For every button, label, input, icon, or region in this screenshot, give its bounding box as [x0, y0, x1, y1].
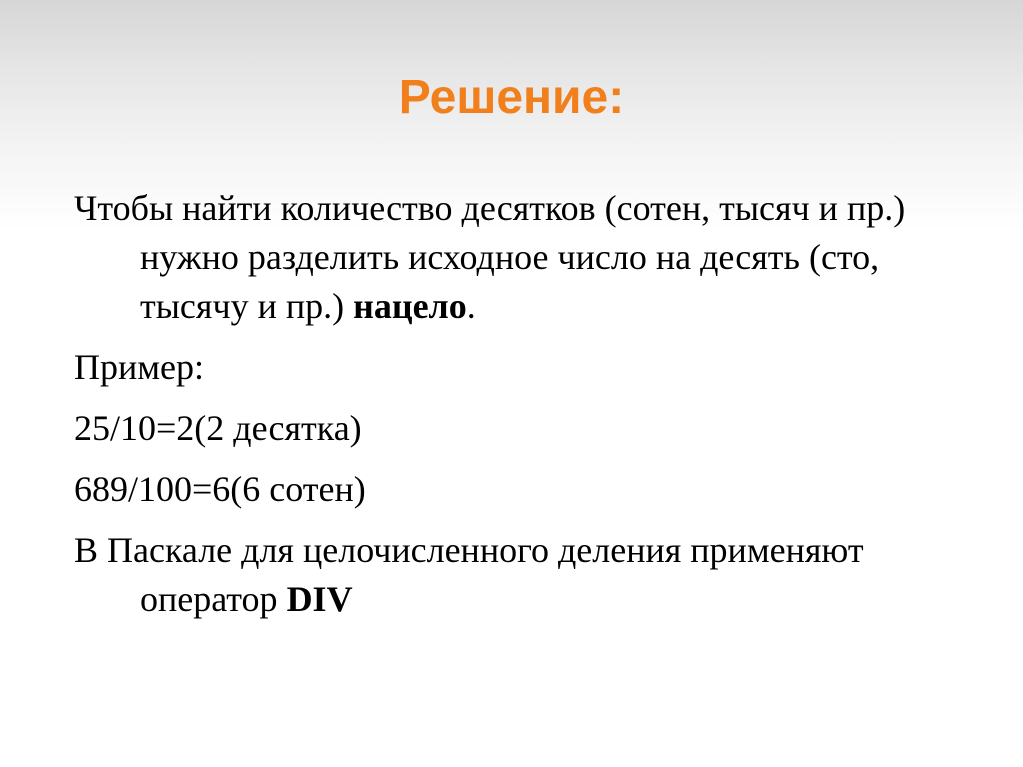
definition-suffix: .	[466, 286, 476, 326]
example-label-text: Пример:	[74, 347, 205, 387]
definition-text: Чтобы найти количество десятков (сотен, тысяч и пр.) нужно разделить исходное число на десять (сто, тысячу и пр.)	[74, 188, 906, 326]
example-2-text: 689/100=6(6 сотен)	[74, 469, 366, 509]
definition-emphasis: нацело	[353, 286, 467, 326]
slide-body	[74, 184, 994, 636]
paragraph-example-1	[74, 404, 994, 453]
paragraph-example-label	[74, 343, 994, 392]
paragraph-pascal	[74, 526, 994, 624]
paragraph-example-2	[74, 465, 994, 514]
pascal-operator: DIV	[286, 579, 353, 619]
paragraph-definition	[74, 184, 994, 331]
slide-title: Решение:	[398, 71, 625, 124]
example-1-text: 25/10=2(2 десятка)	[74, 408, 362, 448]
pascal-text: В Паскале для целочисленного деления применяют оператор	[74, 530, 864, 619]
